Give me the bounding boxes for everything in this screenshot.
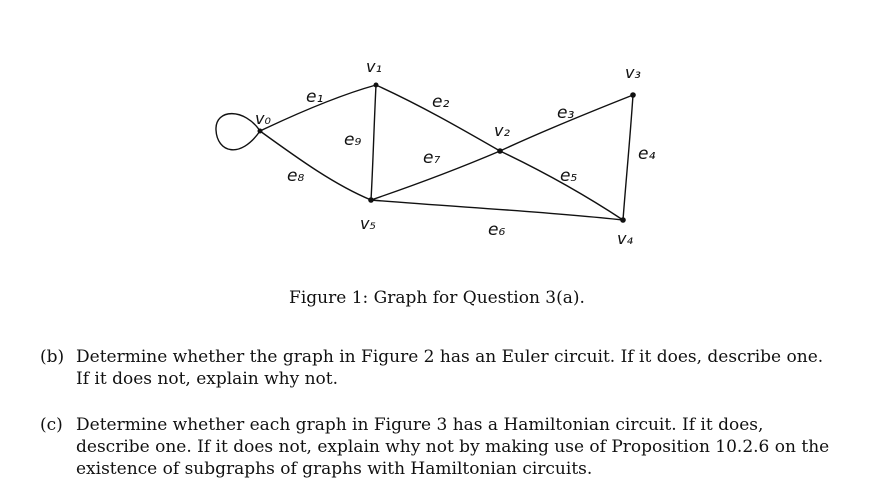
question-c (40, 414, 840, 480)
edge-label-e7: e₇ (423, 148, 441, 168)
vertex-v0-dot (258, 129, 263, 134)
question-b-text: Determine whether the graph in Figure 2 has an Euler circuit. If it does, describe one. If it does not, explain why not. (76, 347, 824, 389)
question-c-text: Determine whether each graph in Figure 3 has a Hamiltonian circuit. If it does, describe one. If it does not, explain why not by making use of Proposition 10.2.6 on the existence of subgraphs of graphs with Hamiltonian circuits. (76, 415, 830, 479)
loop-edge (216, 114, 260, 150)
vertex-label-v1: v₁ (366, 57, 382, 76)
edge-e9 (371, 85, 376, 200)
question-b (40, 346, 840, 390)
figure-caption: Figure 1: Graph for Question 3(a). (289, 288, 585, 308)
edge-label-e4: e₄ (638, 144, 656, 164)
vertex-label-v4: v₄ (617, 229, 633, 248)
edge-label-e8: e₈ (287, 166, 305, 186)
edge-label-e3: e₃ (557, 103, 575, 123)
vertex-v4-dot (620, 217, 626, 223)
edge-e6 (371, 200, 623, 220)
vertex-v3-dot (630, 92, 636, 98)
edge-label-e5: e₅ (560, 166, 578, 186)
edge-label-e6: e₆ (488, 220, 506, 240)
edge-e4 (623, 95, 633, 220)
edge-label-e2: e₂ (432, 92, 450, 112)
vertex-label-v5: v₅ (360, 214, 376, 233)
vertex-v5-dot (368, 197, 374, 203)
vertex-label-v2: v₂ (494, 121, 510, 140)
question-c-label: (c) (40, 415, 63, 435)
vertex-label-v0: v₀ (255, 109, 271, 128)
vertex-label-v3: v₃ (625, 63, 641, 82)
question-b-label: (b) (40, 347, 65, 367)
vertex-v1-dot (374, 83, 379, 88)
edge-label-e9: e₉ (344, 130, 362, 150)
edge-label-e1: e₁ (306, 87, 324, 107)
vertex-v2-dot (497, 148, 503, 154)
